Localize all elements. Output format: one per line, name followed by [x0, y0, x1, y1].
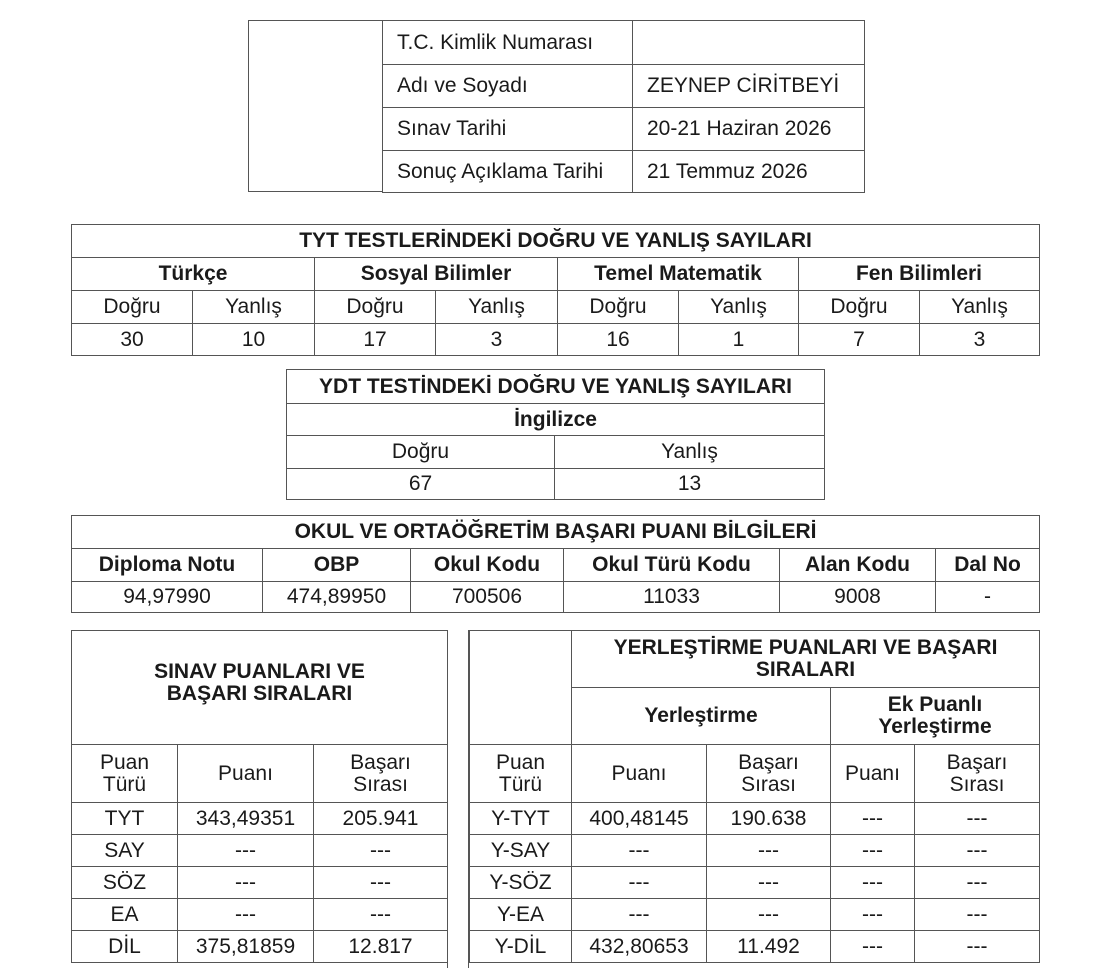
identity-value-result-date: 21 Temmuz 2026 — [633, 151, 865, 193]
tyt-correct-header: Doğru — [72, 291, 193, 324]
school-header-okul-turu: Okul Türü Kodu — [564, 549, 780, 582]
identity-value-exam-date: 20-21 Haziran 2026 — [633, 108, 865, 151]
placement-row-rank: --- — [707, 835, 831, 867]
exam-row-score: --- — [178, 867, 314, 899]
placement-row-type: Y-SAY — [470, 835, 572, 867]
tyt-wrong-header: Yanlış — [193, 291, 315, 324]
exam-row-score: --- — [178, 835, 314, 867]
school-header-diploma: Diploma Notu — [72, 549, 263, 582]
tyt-wrong-header: Yanlış — [436, 291, 558, 324]
school-value-diploma: 94,97990 — [72, 582, 263, 613]
placement-row-type: Y-TYT — [470, 803, 572, 835]
placement-row-rank: --- — [707, 899, 831, 931]
tyt-title: TYT TESTLERİNDEKİ DOĞRU VE YANLIŞ SAYILARI — [72, 225, 1040, 258]
placement-row-extra-score: --- — [831, 835, 915, 867]
placement-header-extra-rank: Başarı Sırası — [915, 745, 1040, 803]
tyt-subject-sosyal: Sosyal Bilimler — [315, 258, 558, 291]
placement-scores-title: YERLEŞTİRME PUANLARI VE BAŞARI SIRALARI — [572, 631, 1040, 688]
placement-row-type: Y-EA — [470, 899, 572, 931]
tyt-correct-value: 17 — [315, 324, 436, 356]
school-header-obp: OBP — [263, 549, 411, 582]
exam-row-score: --- — [178, 899, 314, 931]
exam-scores-title: SINAV PUANLARI VE BAŞARI SIRALARI — [72, 631, 448, 745]
tyt-subject-fen: Fen Bilimleri — [799, 258, 1040, 291]
exam-row-rank: --- — [314, 867, 448, 899]
exam-row-type: DİL — [72, 931, 178, 963]
exam-row-rank: 205.941 — [314, 803, 448, 835]
school-value-alan-kodu: 9008 — [780, 582, 936, 613]
placement-row-extra-score: --- — [831, 931, 915, 963]
school-header-alan-kodu: Alan Kodu — [780, 549, 936, 582]
placement-row-extra-rank: --- — [915, 835, 1040, 867]
placement-row-score: --- — [572, 867, 707, 899]
placement-row-type: Y-SÖZ — [470, 867, 572, 899]
placement-row-extra-rank: --- — [915, 931, 1040, 963]
placement-corner — [470, 631, 572, 688]
tyt-table — [71, 224, 1040, 356]
ydt-table — [286, 369, 825, 500]
exam-row-score: 343,49351 — [178, 803, 314, 835]
school-table — [71, 515, 1040, 613]
ydt-correct-header: Doğru — [287, 436, 555, 469]
placement-group-extra: Ek Puanlı Yerleştirme — [831, 688, 1040, 745]
exam-row-type: SÖZ — [72, 867, 178, 899]
tyt-wrong-value: 3 — [436, 324, 558, 356]
school-header-okul-kodu: Okul Kodu — [411, 549, 564, 582]
placement-row-extra-rank: --- — [915, 803, 1040, 835]
placement-row-score: --- — [572, 899, 707, 931]
placement-row-extra-score: --- — [831, 899, 915, 931]
placement-row-score: --- — [572, 835, 707, 867]
identity-value-tckn — [633, 21, 865, 65]
ydt-title: YDT TESTİNDEKİ DOĞRU VE YANLIŞ SAYILARI — [287, 370, 825, 404]
ydt-language: İngilizce — [287, 404, 825, 436]
placement-group-main: Yerleştirme — [572, 688, 831, 745]
identity-table — [382, 20, 865, 193]
tyt-subject-matematik: Temel Matematik — [558, 258, 799, 291]
placement-corner — [470, 688, 572, 745]
tyt-correct-value: 16 — [558, 324, 679, 356]
placement-scores-table — [469, 630, 1040, 963]
tyt-wrong-header: Yanlış — [679, 291, 799, 324]
ydt-wrong-value: 13 — [555, 469, 825, 500]
tyt-correct-header: Doğru — [558, 291, 679, 324]
identity-value-name: ZEYNEP CİRİTBEYİ — [633, 65, 865, 108]
exam-scores-table — [71, 630, 448, 963]
placement-row-score: 432,80653 — [572, 931, 707, 963]
identity-label-exam-date: Sınav Tarihi — [383, 108, 633, 151]
exam-row-rank: 12.817 — [314, 931, 448, 963]
exam-header-score: Puanı — [178, 745, 314, 803]
tyt-wrong-value: 1 — [679, 324, 799, 356]
placement-row-extra-score: --- — [831, 803, 915, 835]
placement-row-extra-score: --- — [831, 867, 915, 899]
placement-row-score: 400,48145 — [572, 803, 707, 835]
exam-header-rank: Başarı Sırası — [314, 745, 448, 803]
placement-row-rank: 190.638 — [707, 803, 831, 835]
exam-row-rank: --- — [314, 835, 448, 867]
tyt-subject-turkce: Türkçe — [72, 258, 315, 291]
exam-row-type: SAY — [72, 835, 178, 867]
identity-label-result-date: Sonuç Açıklama Tarihi — [383, 151, 633, 193]
column-divider — [447, 630, 469, 968]
school-value-okul-turu: 11033 — [564, 582, 780, 613]
tyt-correct-value: 7 — [799, 324, 920, 356]
tyt-correct-header: Doğru — [799, 291, 920, 324]
school-value-okul-kodu: 700506 — [411, 582, 564, 613]
tyt-wrong-value: 10 — [193, 324, 315, 356]
school-value-obp: 474,89950 — [263, 582, 411, 613]
photo-box — [248, 20, 382, 192]
exam-row-rank: --- — [314, 899, 448, 931]
placement-header-rank: Başarı Sırası — [707, 745, 831, 803]
exam-header-type: Puan Türü — [72, 745, 178, 803]
placement-row-extra-rank: --- — [915, 867, 1040, 899]
tyt-wrong-header: Yanlış — [920, 291, 1040, 324]
ydt-wrong-header: Yanlış — [555, 436, 825, 469]
tyt-correct-header: Doğru — [315, 291, 436, 324]
exam-row-type: EA — [72, 899, 178, 931]
school-header-dal-no: Dal No — [936, 549, 1040, 582]
tyt-wrong-value: 3 — [920, 324, 1040, 356]
school-value-dal-no: - — [936, 582, 1040, 613]
ydt-correct-value: 67 — [287, 469, 555, 500]
school-title: OKUL VE ORTAÖĞRETİM BAŞARI PUANI BİLGİLERİ — [72, 516, 1040, 549]
tyt-correct-value: 30 — [72, 324, 193, 356]
identity-label-tckn: T.C. Kimlik Numarası — [383, 21, 633, 65]
identity-label-name: Adı ve Soyadı — [383, 65, 633, 108]
placement-row-rank: --- — [707, 867, 831, 899]
placement-header-extra-score: Puanı — [831, 745, 915, 803]
placement-row-extra-rank: --- — [915, 899, 1040, 931]
exam-row-score: 375,81859 — [178, 931, 314, 963]
placement-row-rank: 11.492 — [707, 931, 831, 963]
placement-header-type: Puan Türü — [470, 745, 572, 803]
placement-header-score: Puanı — [572, 745, 707, 803]
exam-row-type: TYT — [72, 803, 178, 835]
placement-row-type: Y-DİL — [470, 931, 572, 963]
